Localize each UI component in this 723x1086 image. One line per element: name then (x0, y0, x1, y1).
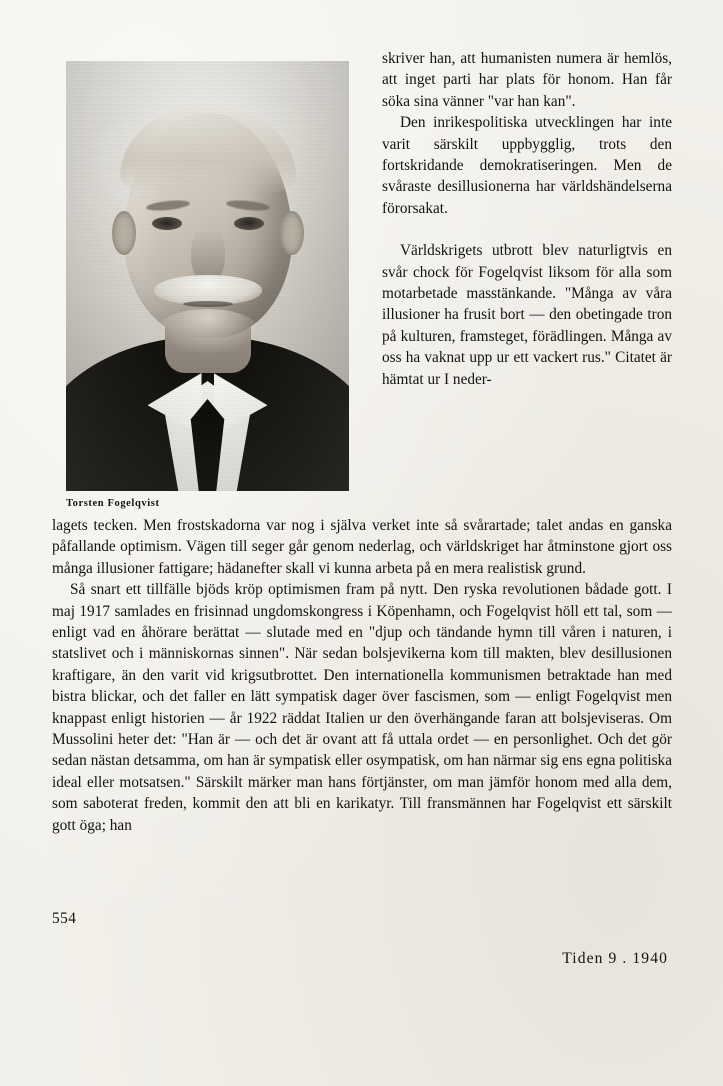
portrait-photo-image (66, 61, 349, 491)
right-column-text (382, 48, 672, 390)
photo-grain-texture (66, 61, 349, 491)
figure-portrait (66, 61, 349, 509)
paragraph: Så snart ett tillfälle bjöds kröp optimismen fram på nytt. Den ryska revolutionen bådade gott. I maj 1917 samlades en frisinnad ungdomskongress i Köpenhamn, och Fogelqvist höll ett tal, som — enligt vad en åhörare berättat — slutade med en "djup och tändande hymn till våren i naturen, i statslivet och i människornas sinnen". När sedan bolsjevikerna kom till makten, blev desillusionen kraftigare, än den varit vid krigsutbrottet. Den internationella kommunismen betraktade han med bistra blickar, och det faller en lätt sympatisk dager över fascismen, som — enligt Fogelqvist men knappast enligt historien — år 1922 räddat Italien ur den överhängande faran att bolsjeviseras. Om Mussolini heter det: "Han är — och det är ovant att få uttala ordet — en personlighet. Och det gör sedan nästan detsamma, om han är sympatisk eller osympatisk, om han närmar sig ens egna politiska ideal eller motsatsen." Särskilt märker man hans förtjänster, om man jämför honom med alla dem, som saboterat freden, kommit den att bli en karikatyr. Till fransmännen har Fogelqvist ett särskilt gott öga; han (52, 581, 672, 834)
paragraph: Den inrikespolitiska utvecklingen har inte varit särskilt uppbygglig, trots den fortskridande demokratiseringen. Men de svåraste desillusionerna har världshändelserna förorsakat. (382, 114, 672, 217)
page-number: 554 (52, 910, 77, 927)
figure-caption: Torsten Fogelqvist (66, 498, 160, 509)
paragraph: skriver han, att humanisten numera är hemlös, att inget parti har plats för honom. Han får söka sina vänner "var han kan". (382, 50, 672, 110)
paragraph: lagets tecken. Men frostskadorna var nog i själva verket inte så svårartade; talet andas en ganska påfallande optimism. Vägen till seger går genom nederlag, och världskriget har åtminstone gjort oss många illusioner fattigare; hädanefter skall vi kunna arbeta på en mera realistisk grund. (52, 517, 672, 577)
page-content (52, 48, 672, 998)
full-width-text (52, 513, 672, 836)
journal-issue-line: Tiden 9 . 1940 (562, 950, 668, 967)
paragraph: Världskrigets utbrott blev naturligtvis en svår chock för Fogelqvist liksom för alla som motarbetade masstänkande. "Många av våra illusioner ha frusit bort — den obetingade tron på kulturen, framsteget, förädlingen. Många av oss ha vaknat upp ur ett vackert rus." Citatet är hämtat ur I neder- (382, 242, 672, 388)
